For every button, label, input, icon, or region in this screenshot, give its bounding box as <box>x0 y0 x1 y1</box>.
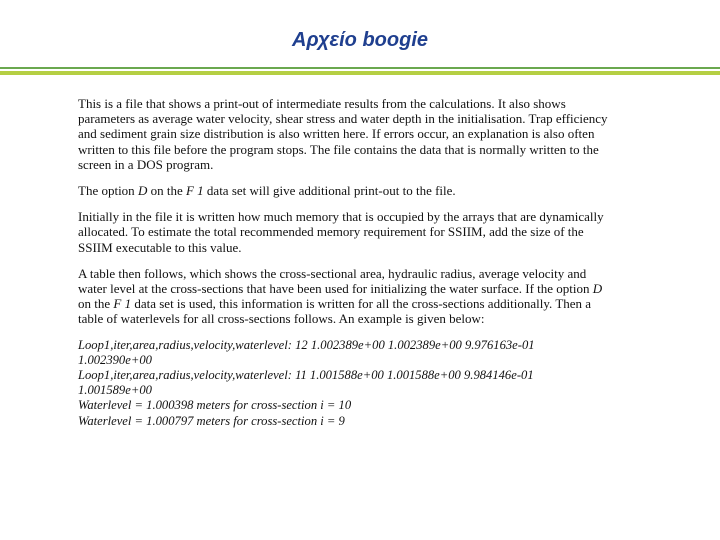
paragraph-text: A table then follows, which shows the cross-sectional area, hydraulic radius, average velocity and water level at the cross-sections that have been used for initializing the water surface. If the option <box>78 265 593 297</box>
body-text <box>78 96 618 429</box>
option-name: D <box>592 281 603 297</box>
dataset-name: F 1 <box>185 183 204 199</box>
header-divider-thick <box>0 71 720 75</box>
paragraph-text: data set is used, this information is written for all the cross-sections additionally. Then a table of waterlevels for all cross-sections follows. An example is given below: <box>78 296 592 327</box>
output-line: 1.001589e+00 <box>78 383 152 398</box>
output-line: Loop1,iter,area,radius,velocity,waterlevel: 11 1.001588e+00 1.001588e+00 9.984146e-01 <box>78 368 534 383</box>
option-name: D <box>137 183 148 199</box>
header-divider-thin <box>0 67 720 69</box>
output-line: Loop1,iter,area,radius,velocity,waterlevel: 12 1.002389e+00 1.002389e+00 9.976163e-01 <box>78 337 535 352</box>
output-line: Waterlevel = 1.000797 meters for cross-section i = 9 <box>78 413 345 428</box>
paragraph-intro: This is a file that shows a print-out of intermediate results from the calculations. It also shows parameters as average water velocity, shear stress and water depth in the initialisation. Trap efficiency and sediment grain size distribution is also written here. If errors occur, an explanation is also often written to this file before the program stops. The file contains the data that is normally written to the screen in a DOS program. <box>78 96 608 172</box>
paragraph-memory: Initially in the file it is written how much memory that is occupied by the arrays that are dynamically allocated. To estimate the total recommended memory requirement for SSIIM, add the size of the SSIIM executable to this value. <box>78 209 604 255</box>
paragraph-option-d <box>78 183 618 198</box>
paragraph-text: The option <box>78 183 138 199</box>
output-line: 1.002390e+00 <box>78 352 152 367</box>
slide-title: Αρχείο boogie <box>292 29 428 51</box>
paragraph-text: data set will give additional print-out to the file. <box>203 183 456 199</box>
paragraph-table <box>78 266 618 327</box>
example-output <box>78 338 618 429</box>
dataset-name: F 1 <box>113 296 132 312</box>
paragraph-text: on the <box>78 296 114 312</box>
paragraph-text: on the <box>147 183 186 199</box>
output-line: Waterlevel = 1.000398 meters for cross-section i = 10 <box>78 398 352 413</box>
